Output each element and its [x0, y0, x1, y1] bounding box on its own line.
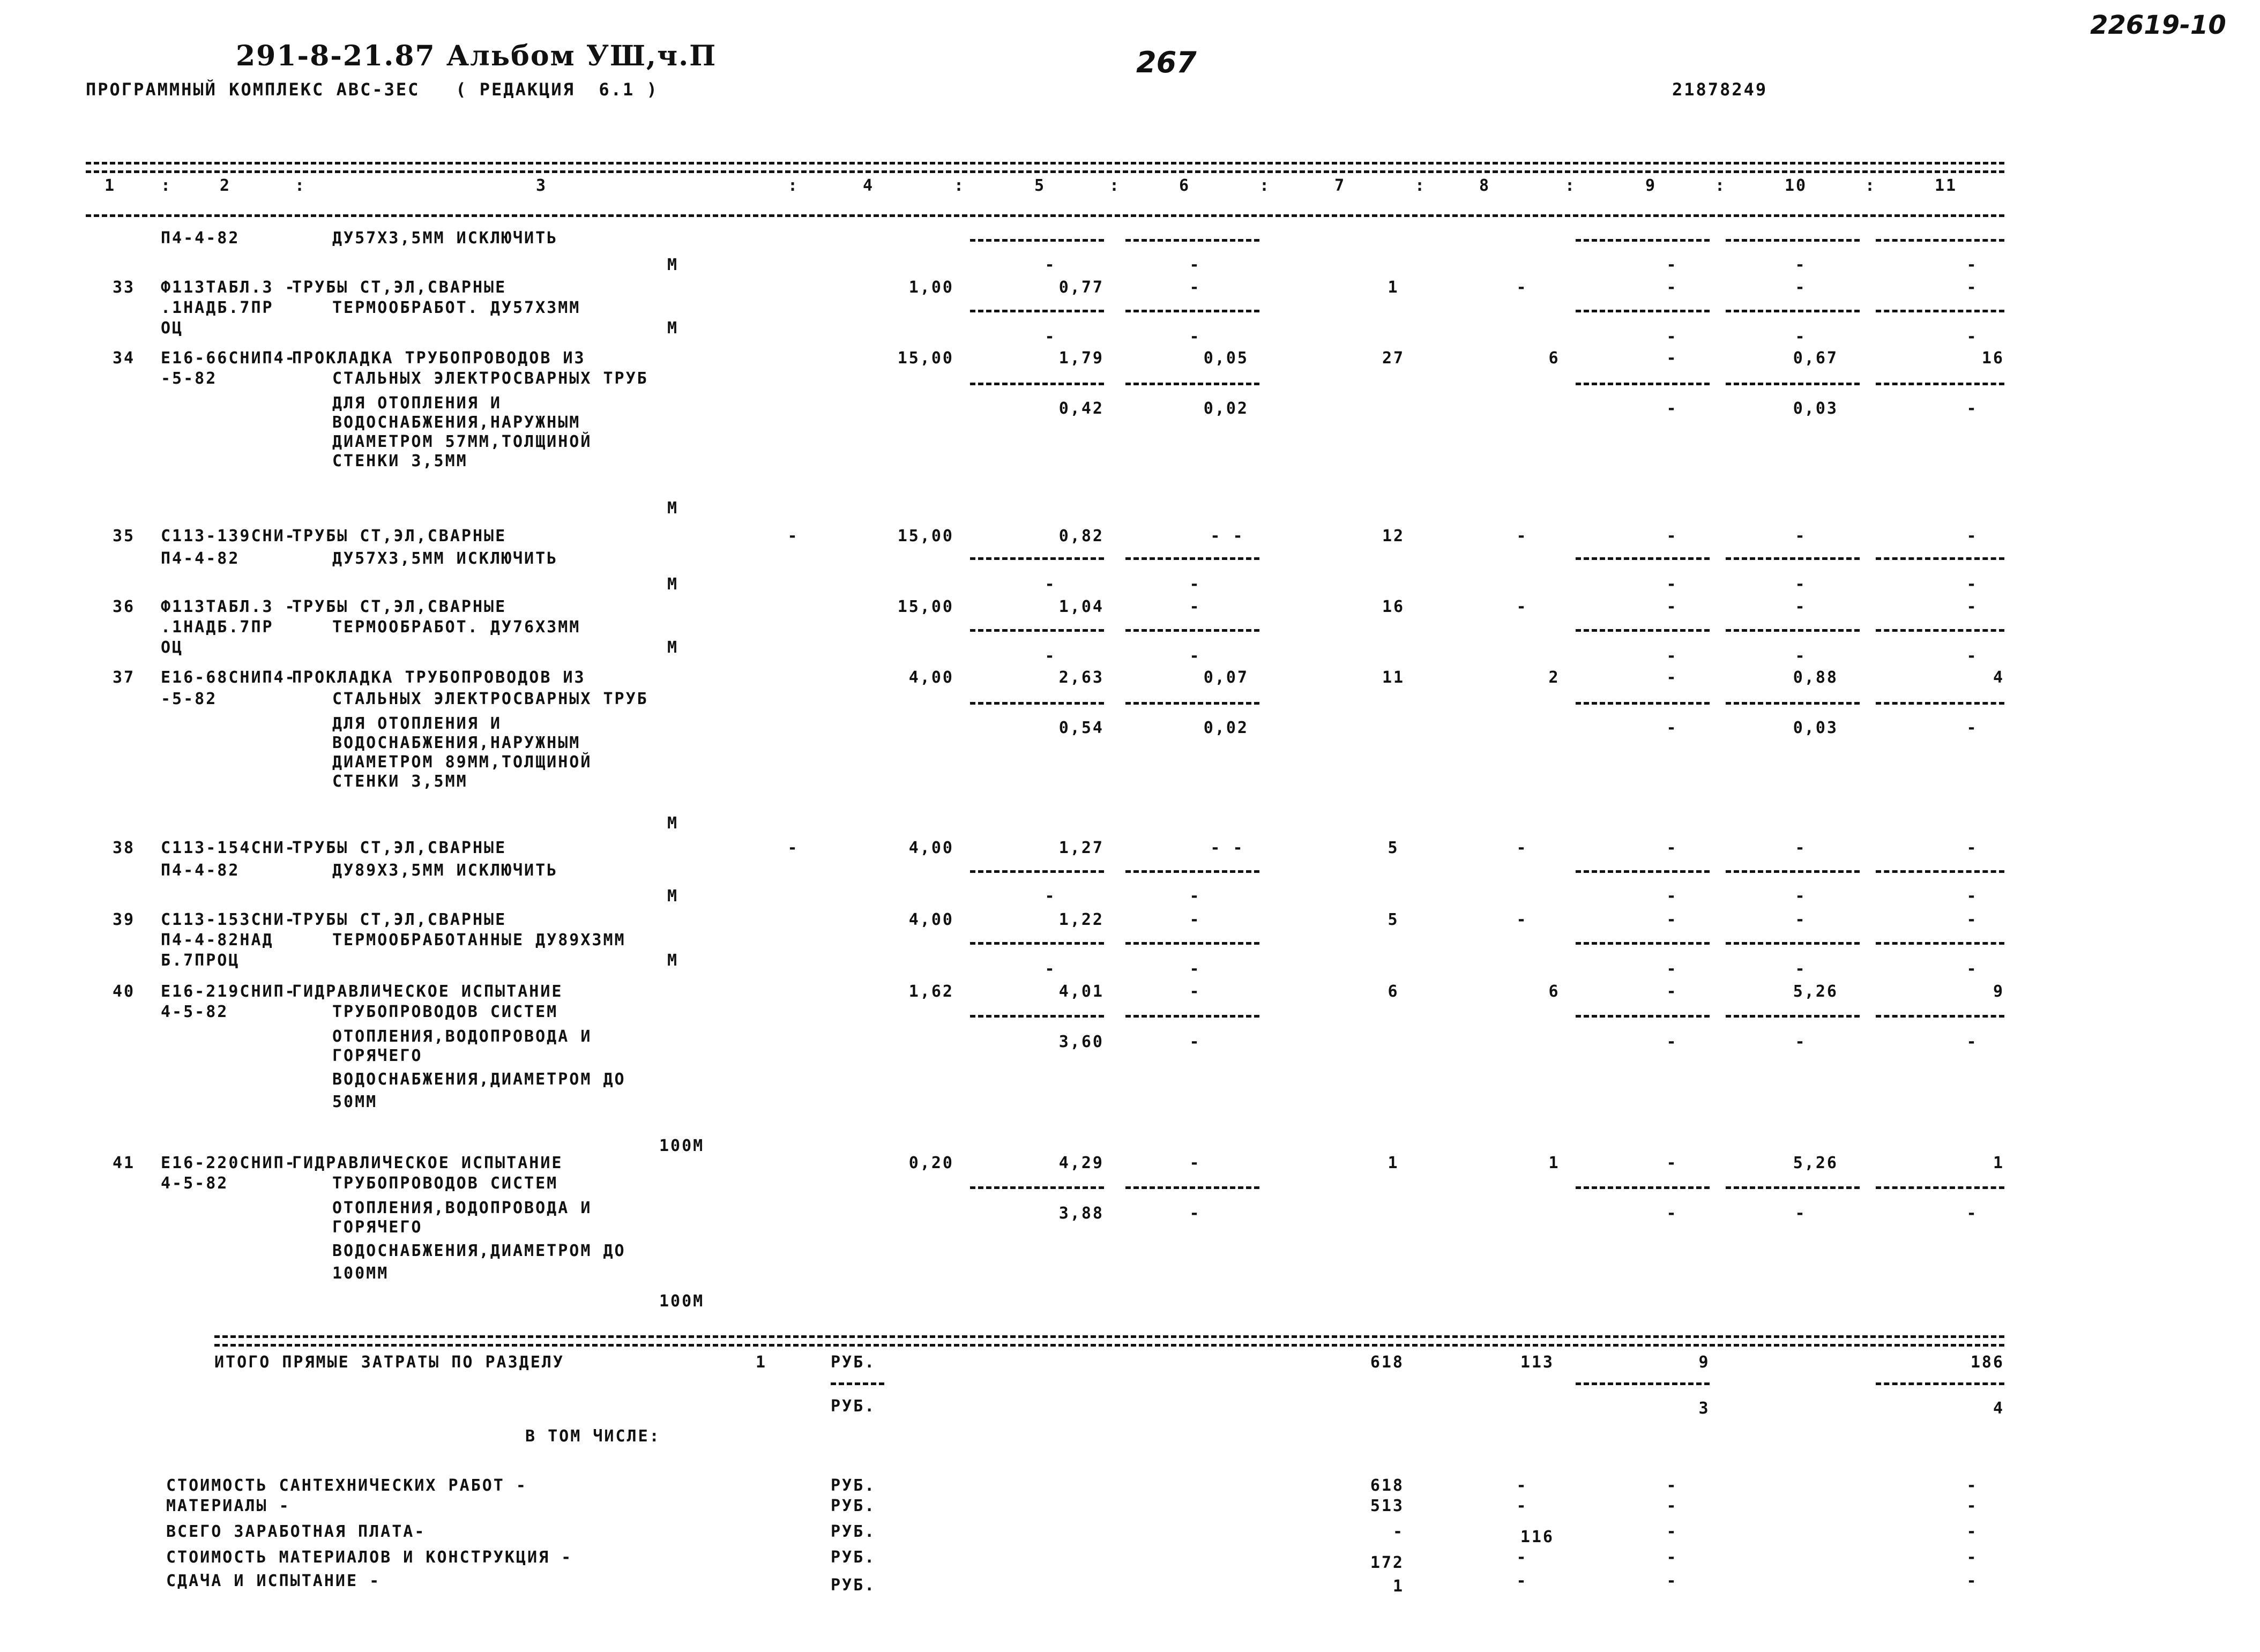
breakdown-col8: -: [1516, 1476, 1528, 1495]
row-unit: 100М: [659, 1137, 705, 1155]
row-code-3: ОЦ: [161, 319, 184, 338]
row-code-2: -5-82: [161, 369, 218, 388]
doc-code: 21878249: [1672, 79, 1768, 100]
row-col11: -: [1966, 527, 1978, 545]
breakdown-col8: -: [1516, 1497, 1528, 1515]
row-name-line: ДИАМЕТРОМ 57ММ,ТОЛЩИНОЙ: [332, 432, 592, 451]
row-minus: -: [787, 839, 799, 857]
row-col7: 6: [1388, 982, 1399, 1001]
row-col7: 5: [1388, 839, 1399, 857]
row-price: 4,01: [1058, 982, 1104, 1001]
breakdown-col7: 513: [1370, 1497, 1404, 1515]
row-col7: 11: [1382, 668, 1405, 687]
row-col11-b: -: [1966, 719, 1978, 737]
row-col9-b: -: [1666, 399, 1678, 418]
row-salary-2: -: [1189, 1204, 1201, 1223]
row-col7: 12: [1382, 527, 1405, 545]
row-col10: -: [1795, 910, 1807, 929]
row-code: Е16-68СНИП4-: [161, 668, 296, 687]
row-col8: 2: [1548, 668, 1560, 687]
breakdown-unit: РУБ.: [831, 1476, 876, 1495]
row-code: Ф113ТАБЛ.3 -: [161, 278, 296, 297]
row-name: ГИДРАВЛИЧЕСКОЕ ИСПЫТАНИЕ: [292, 1154, 563, 1172]
row-unit-2: М: [667, 319, 679, 338]
row-price-2: - -: [1210, 839, 1244, 857]
row-code: П4-4-82: [161, 229, 240, 248]
row-col10-b: -: [1795, 1204, 1807, 1223]
row-price-2: 0,05: [1203, 349, 1249, 368]
breakdown-col9: -: [1666, 1522, 1678, 1541]
breakdown-col8: -: [1516, 1548, 1528, 1567]
row-col7: 1: [1388, 1154, 1399, 1172]
row-qty: 15,00: [897, 597, 954, 616]
row-code: Ф113ТАБЛ.3 -: [161, 597, 296, 616]
row-col11: -: [1966, 910, 1978, 929]
row-col9: -: [1666, 839, 1678, 857]
row-col10: 0,88: [1793, 668, 1838, 687]
row-price: 0,77: [1058, 278, 1104, 297]
col-header: 11: [1935, 176, 1958, 195]
row-code-2: .1НАДБ.7ПР: [161, 298, 274, 317]
table-top-border-2: [86, 170, 2004, 173]
row-minus: -: [787, 527, 799, 545]
row-price: 1,04: [1058, 597, 1104, 616]
row-col8: -: [1516, 839, 1528, 857]
row-col11: -: [1966, 597, 1978, 616]
row-unit: М: [667, 951, 679, 970]
row-col9: -: [1666, 910, 1678, 929]
row-qty: 15,00: [897, 527, 954, 545]
row-salary-2: 0,02: [1203, 719, 1249, 737]
row-col9-b: -: [1666, 1204, 1678, 1223]
row-unit: М: [667, 887, 679, 906]
breakdown-col8: 116: [1520, 1528, 1554, 1546]
row-name-line: ДИАМЕТРОМ 89ММ,ТОЛЩИНОЙ: [332, 753, 592, 772]
row-number: 39: [113, 910, 136, 929]
row-code-3: Б.7ПРОЦ: [161, 951, 240, 970]
breakdown-col11: -: [1966, 1548, 1978, 1567]
row-col7: 5: [1388, 910, 1399, 929]
col-header: 4: [863, 176, 875, 195]
row-number: 38: [113, 839, 136, 857]
breakdown-col11: -: [1966, 1476, 1978, 1495]
row-col11-b: -: [1966, 1204, 1978, 1223]
row-col10: -: [1795, 527, 1807, 545]
row-col11-b: -: [1966, 1033, 1978, 1051]
row-name: ТРУБЫ СТ,ЭЛ,СВАРНЫЕ: [292, 910, 507, 929]
row-name-2: ТЕРМООБРАБОТАННЫЕ ДУ89Х3ММ: [332, 931, 626, 950]
row-col8: -: [1516, 597, 1528, 616]
row-number: 36: [113, 597, 136, 616]
row-col9: -: [1666, 349, 1678, 368]
row-code-2: П4-4-82НАД: [161, 931, 274, 950]
row-code-2: П4-4-82: [161, 861, 240, 880]
row-col11: -: [1966, 839, 1978, 857]
row-qty: 0,20: [908, 1154, 954, 1172]
row-unit: М: [667, 575, 679, 594]
row-name-line: ВОДОСНАБЖЕНИЯ,ДИАМЕТРОМ ДО: [332, 1070, 626, 1089]
row-col8: -: [1516, 910, 1528, 929]
row-qty: 1,62: [908, 982, 954, 1001]
row-qty: 4,00: [908, 910, 954, 929]
row-name: ПРОКЛАДКА ТРУБОПРОВОДОВ ИЗ: [292, 668, 586, 687]
col-header: 5: [1034, 176, 1046, 195]
row-name: ГИДРАВЛИЧЕСКОЕ ИСПЫТАНИЕ: [292, 982, 563, 1001]
row-number: 34: [113, 349, 136, 368]
row-qty: 15,00: [897, 349, 954, 368]
row-name-line: ДЛЯ ОТОПЛЕНИЯ И: [332, 394, 502, 413]
row-price-2: -: [1189, 278, 1201, 297]
row-col9: -: [1666, 1154, 1678, 1172]
row-name-line: СТЕНКИ 3,5ММ: [332, 452, 468, 470]
row-qty: 4,00: [908, 668, 954, 687]
row-col8: -: [1516, 527, 1528, 545]
row-price: 4,29: [1058, 1154, 1104, 1172]
row-name-line: ГОРЯЧЕГО: [332, 1046, 423, 1065]
row-name: ТРУБЫ СТ,ЭЛ,СВАРНЫЕ: [292, 527, 507, 545]
row-name-2: ТЕРМООБРАБОТ. ДУ57Х3ММ: [332, 298, 581, 317]
row-name: ТРУБЫ СТ,ЭЛ,СВАРНЫЕ: [292, 278, 507, 297]
row-code: С113-154СНИ-: [161, 839, 296, 857]
row-unit: 100М: [659, 1292, 705, 1311]
breakdown-col9: -: [1666, 1572, 1678, 1590]
row-col8: 6: [1548, 349, 1560, 368]
row-col10-b: 0,03: [1793, 399, 1838, 418]
breakdown-label: МАТЕРИАЛЫ -: [166, 1497, 290, 1515]
breakdown-unit: РУБ.: [831, 1522, 876, 1541]
row-price: 2,63: [1058, 668, 1104, 687]
totals-border-2: [214, 1344, 2004, 1347]
row-col10: -: [1795, 597, 1807, 616]
breakdown-col7: 1: [1392, 1577, 1404, 1596]
program-line: ПРОГРАММНЫЙ КОМПЛЕКС АВС-3ЕС ( РЕДАКЦИЯ 6.1 ): [86, 79, 659, 100]
row-name-2: ДУ89Х3,5ММ ИСКЛЮЧИТЬ: [332, 861, 558, 880]
breakdown-label: СТОИМОСТЬ МАТЕРИАЛОВ И КОНСТРУКЦИЯ -: [166, 1548, 573, 1567]
totals-col7: 618: [1370, 1353, 1404, 1372]
row-price: 1,27: [1058, 839, 1104, 857]
row-name-2: ДУ57Х3,5ММ ИСКЛЮЧИТЬ: [332, 549, 558, 568]
row-name-line: ВОДОСНАБЖЕНИЯ,НАРУЖНЫМ: [332, 734, 581, 752]
row-salary: 0,54: [1058, 719, 1104, 737]
row-name-line: ГОРЯЧЕГО: [332, 1218, 423, 1237]
col-header: 1: [105, 176, 116, 195]
totals-unit: РУБ.: [831, 1353, 876, 1372]
row-code: Е16-66СНИП4-: [161, 349, 296, 368]
totals-section: 1: [756, 1353, 767, 1372]
row-number: 37: [113, 668, 136, 687]
row-qty: 4,00: [908, 839, 954, 857]
row-number: 41: [113, 1154, 136, 1172]
row-col7: 27: [1382, 349, 1405, 368]
row-name-line: ОТОПЛЕНИЯ,ВОДОПРОВОДА И: [332, 1199, 592, 1217]
row-code-2: 4-5-82: [161, 1174, 229, 1193]
breakdown-col7: 172: [1370, 1553, 1404, 1572]
row-name: ДУ57Х3,5ММ ИСКЛЮЧИТЬ: [332, 229, 558, 248]
row-price-2: -: [1189, 597, 1201, 616]
breakdown-col9: -: [1666, 1548, 1678, 1567]
row-col9: -: [1666, 597, 1678, 616]
row-col9: -: [1666, 668, 1678, 687]
totals-col9: 9: [1698, 1353, 1710, 1372]
row-name-line: ТРУБОПРОВОДОВ СИСТЕМ: [332, 1174, 558, 1193]
album-title: 291-8-21.87 Альбом УШ,ч.П: [236, 40, 717, 72]
breakdown-unit: РУБ.: [831, 1548, 876, 1567]
breakdown-col11: -: [1966, 1497, 1978, 1515]
row-name-line: ТРУБОПРОВОДОВ СИСТЕМ: [332, 1003, 558, 1021]
row-unit: М: [667, 499, 679, 518]
row-name-line: 100ММ: [332, 1264, 389, 1283]
totals-col11: 186: [1970, 1353, 2004, 1372]
totals-col11-b: 4: [1993, 1399, 2004, 1418]
totals-col8: 113: [1520, 1353, 1554, 1372]
breakdown-col11: -: [1966, 1522, 1978, 1541]
row-name-line: СТАЛЬНЫХ ЭЛЕКТРОСВАРНЫХ ТРУБ: [332, 369, 648, 388]
col-header: 7: [1334, 176, 1346, 195]
breakdown-col9: -: [1666, 1476, 1678, 1495]
breakdown-label: СДАЧА И ИСПЫТАНИЕ -: [166, 1572, 381, 1590]
row-salary-2: 0,02: [1203, 399, 1249, 418]
row-name-line: ОТОПЛЕНИЯ,ВОДОПРОВОДА И: [332, 1027, 592, 1046]
row-price: 1,79: [1058, 349, 1104, 368]
row-col7: 1: [1388, 278, 1399, 297]
row-qty: 1,00: [908, 278, 954, 297]
row-code-2: .1НАДБ.7ПР: [161, 618, 274, 637]
row-col10: 5,26: [1793, 1154, 1838, 1172]
row-unit: М: [667, 814, 679, 833]
header-bottom-border: [86, 214, 2004, 217]
row-name: ПРОКЛАДКА ТРУБОПРОВОДОВ ИЗ: [292, 349, 586, 368]
row-col10: 0,67: [1793, 349, 1838, 368]
totals-unit-2: РУБ.: [831, 1397, 876, 1416]
row-col8: -: [1516, 278, 1528, 297]
row-price: 1,22: [1058, 910, 1104, 929]
row-code-2: П4-4-82: [161, 549, 240, 568]
row-col11: 4: [1993, 668, 2004, 687]
totals-border: [214, 1335, 2004, 1338]
row-unit: М: [667, 256, 679, 274]
row-number: 35: [113, 527, 136, 545]
col-header: 9: [1645, 176, 1657, 195]
row-col9-b: -: [1666, 1033, 1678, 1051]
table-top-border: [86, 162, 2004, 165]
row-number: 40: [113, 982, 136, 1001]
col-header: 6: [1179, 176, 1191, 195]
row-col8: 1: [1548, 1154, 1560, 1172]
including-label: В ТОМ ЧИСЛЕ:: [525, 1427, 661, 1446]
row-name-line: СТЕНКИ 3,5ММ: [332, 772, 468, 791]
row-price-2: -: [1189, 910, 1201, 929]
breakdown-col9: -: [1666, 1497, 1678, 1515]
breakdown-unit: РУБ.: [831, 1497, 876, 1515]
row-col11: 1: [1993, 1154, 2004, 1172]
row-code: С113-153СНИ-: [161, 910, 296, 929]
row-code: Е16-219СНИП-: [161, 982, 296, 1001]
row-code-3: ОЦ: [161, 638, 184, 657]
row-name-line: ВОДОСНАБЖЕНИЯ,ДИАМЕТРОМ ДО: [332, 1242, 626, 1260]
breakdown-col7: 618: [1370, 1476, 1404, 1495]
row-number: 33: [113, 278, 136, 297]
breakdown-label: СТОИМОСТЬ САНТЕХНИЧЕСКИХ РАБОТ -: [166, 1476, 527, 1495]
row-col10-b: -: [1795, 1033, 1807, 1051]
row-price-2: -: [1189, 1154, 1201, 1172]
row-price-2: 0,07: [1203, 668, 1249, 687]
breakdown-col8: -: [1516, 1572, 1528, 1590]
col-header: 10: [1785, 176, 1808, 195]
row-col11-b: -: [1966, 399, 1978, 418]
row-col10-b: 0,03: [1793, 719, 1838, 737]
row-col10: -: [1795, 839, 1807, 857]
row-name-line: 50ММ: [332, 1093, 378, 1111]
col-header: 8: [1479, 176, 1491, 195]
page-number: 267: [1136, 46, 1197, 79]
row-name-line: ДЛЯ ОТОПЛЕНИЯ И: [332, 714, 502, 733]
row-code: Е16-220СНИП-: [161, 1154, 296, 1172]
row-salary-2: -: [1189, 1033, 1201, 1051]
col-header: 2: [220, 176, 232, 195]
totals-col9-b: 3: [1698, 1399, 1710, 1418]
row-col8: 6: [1548, 982, 1560, 1001]
row-unit: М: [667, 638, 679, 657]
row-name: ТРУБЫ СТ,ЭЛ,СВАРНЫЕ: [292, 597, 507, 616]
breakdown-label: ВСЕГО ЗАРАБОТНАЯ ПЛАТА-: [166, 1522, 426, 1541]
row-salary: 0,42: [1058, 399, 1104, 418]
row-col11: -: [1966, 278, 1978, 297]
row-salary: 3,60: [1058, 1033, 1104, 1051]
row-col11: 16: [1981, 349, 2004, 368]
row-col9-b: -: [1666, 719, 1678, 737]
row-name-2: ТЕРМООБРАБОТ. ДУ76Х3ММ: [332, 618, 581, 637]
row-col9: -: [1666, 527, 1678, 545]
row-col9: -: [1666, 278, 1678, 297]
row-col11: 9: [1993, 982, 2004, 1001]
row-salary: 3,88: [1058, 1204, 1104, 1223]
row-code-2: 4-5-82: [161, 1003, 229, 1021]
row-code: С113-139СНИ-: [161, 527, 296, 545]
corner-mark: 22619-10: [2090, 10, 2226, 40]
col-header: 3: [536, 176, 548, 195]
row-col10: 5,26: [1793, 982, 1838, 1001]
breakdown-unit: РУБ.: [831, 1576, 876, 1595]
breakdown-col7: -: [1392, 1522, 1404, 1541]
row-code-2: -5-82: [161, 690, 218, 708]
breakdown-col11: -: [1966, 1572, 1978, 1590]
row-price-2: - -: [1210, 527, 1244, 545]
row-name: ТРУБЫ СТ,ЭЛ,СВАРНЫЕ: [292, 839, 507, 857]
row-col7: 16: [1382, 597, 1405, 616]
row-price-2: -: [1189, 982, 1201, 1001]
row-col9: -: [1666, 982, 1678, 1001]
totals-label: ИТОГО ПРЯМЫЕ ЗАТРАТЫ ПО РАЗДЕЛУ: [214, 1353, 564, 1372]
row-price: 0,82: [1058, 527, 1104, 545]
row-col10: -: [1795, 278, 1807, 297]
row-name-line: ВОДОСНАБЖЕНИЯ,НАРУЖНЫМ: [332, 413, 581, 432]
row-name-line: СТАЛЬНЫХ ЭЛЕКТРОСВАРНЫХ ТРУБ: [332, 690, 648, 708]
